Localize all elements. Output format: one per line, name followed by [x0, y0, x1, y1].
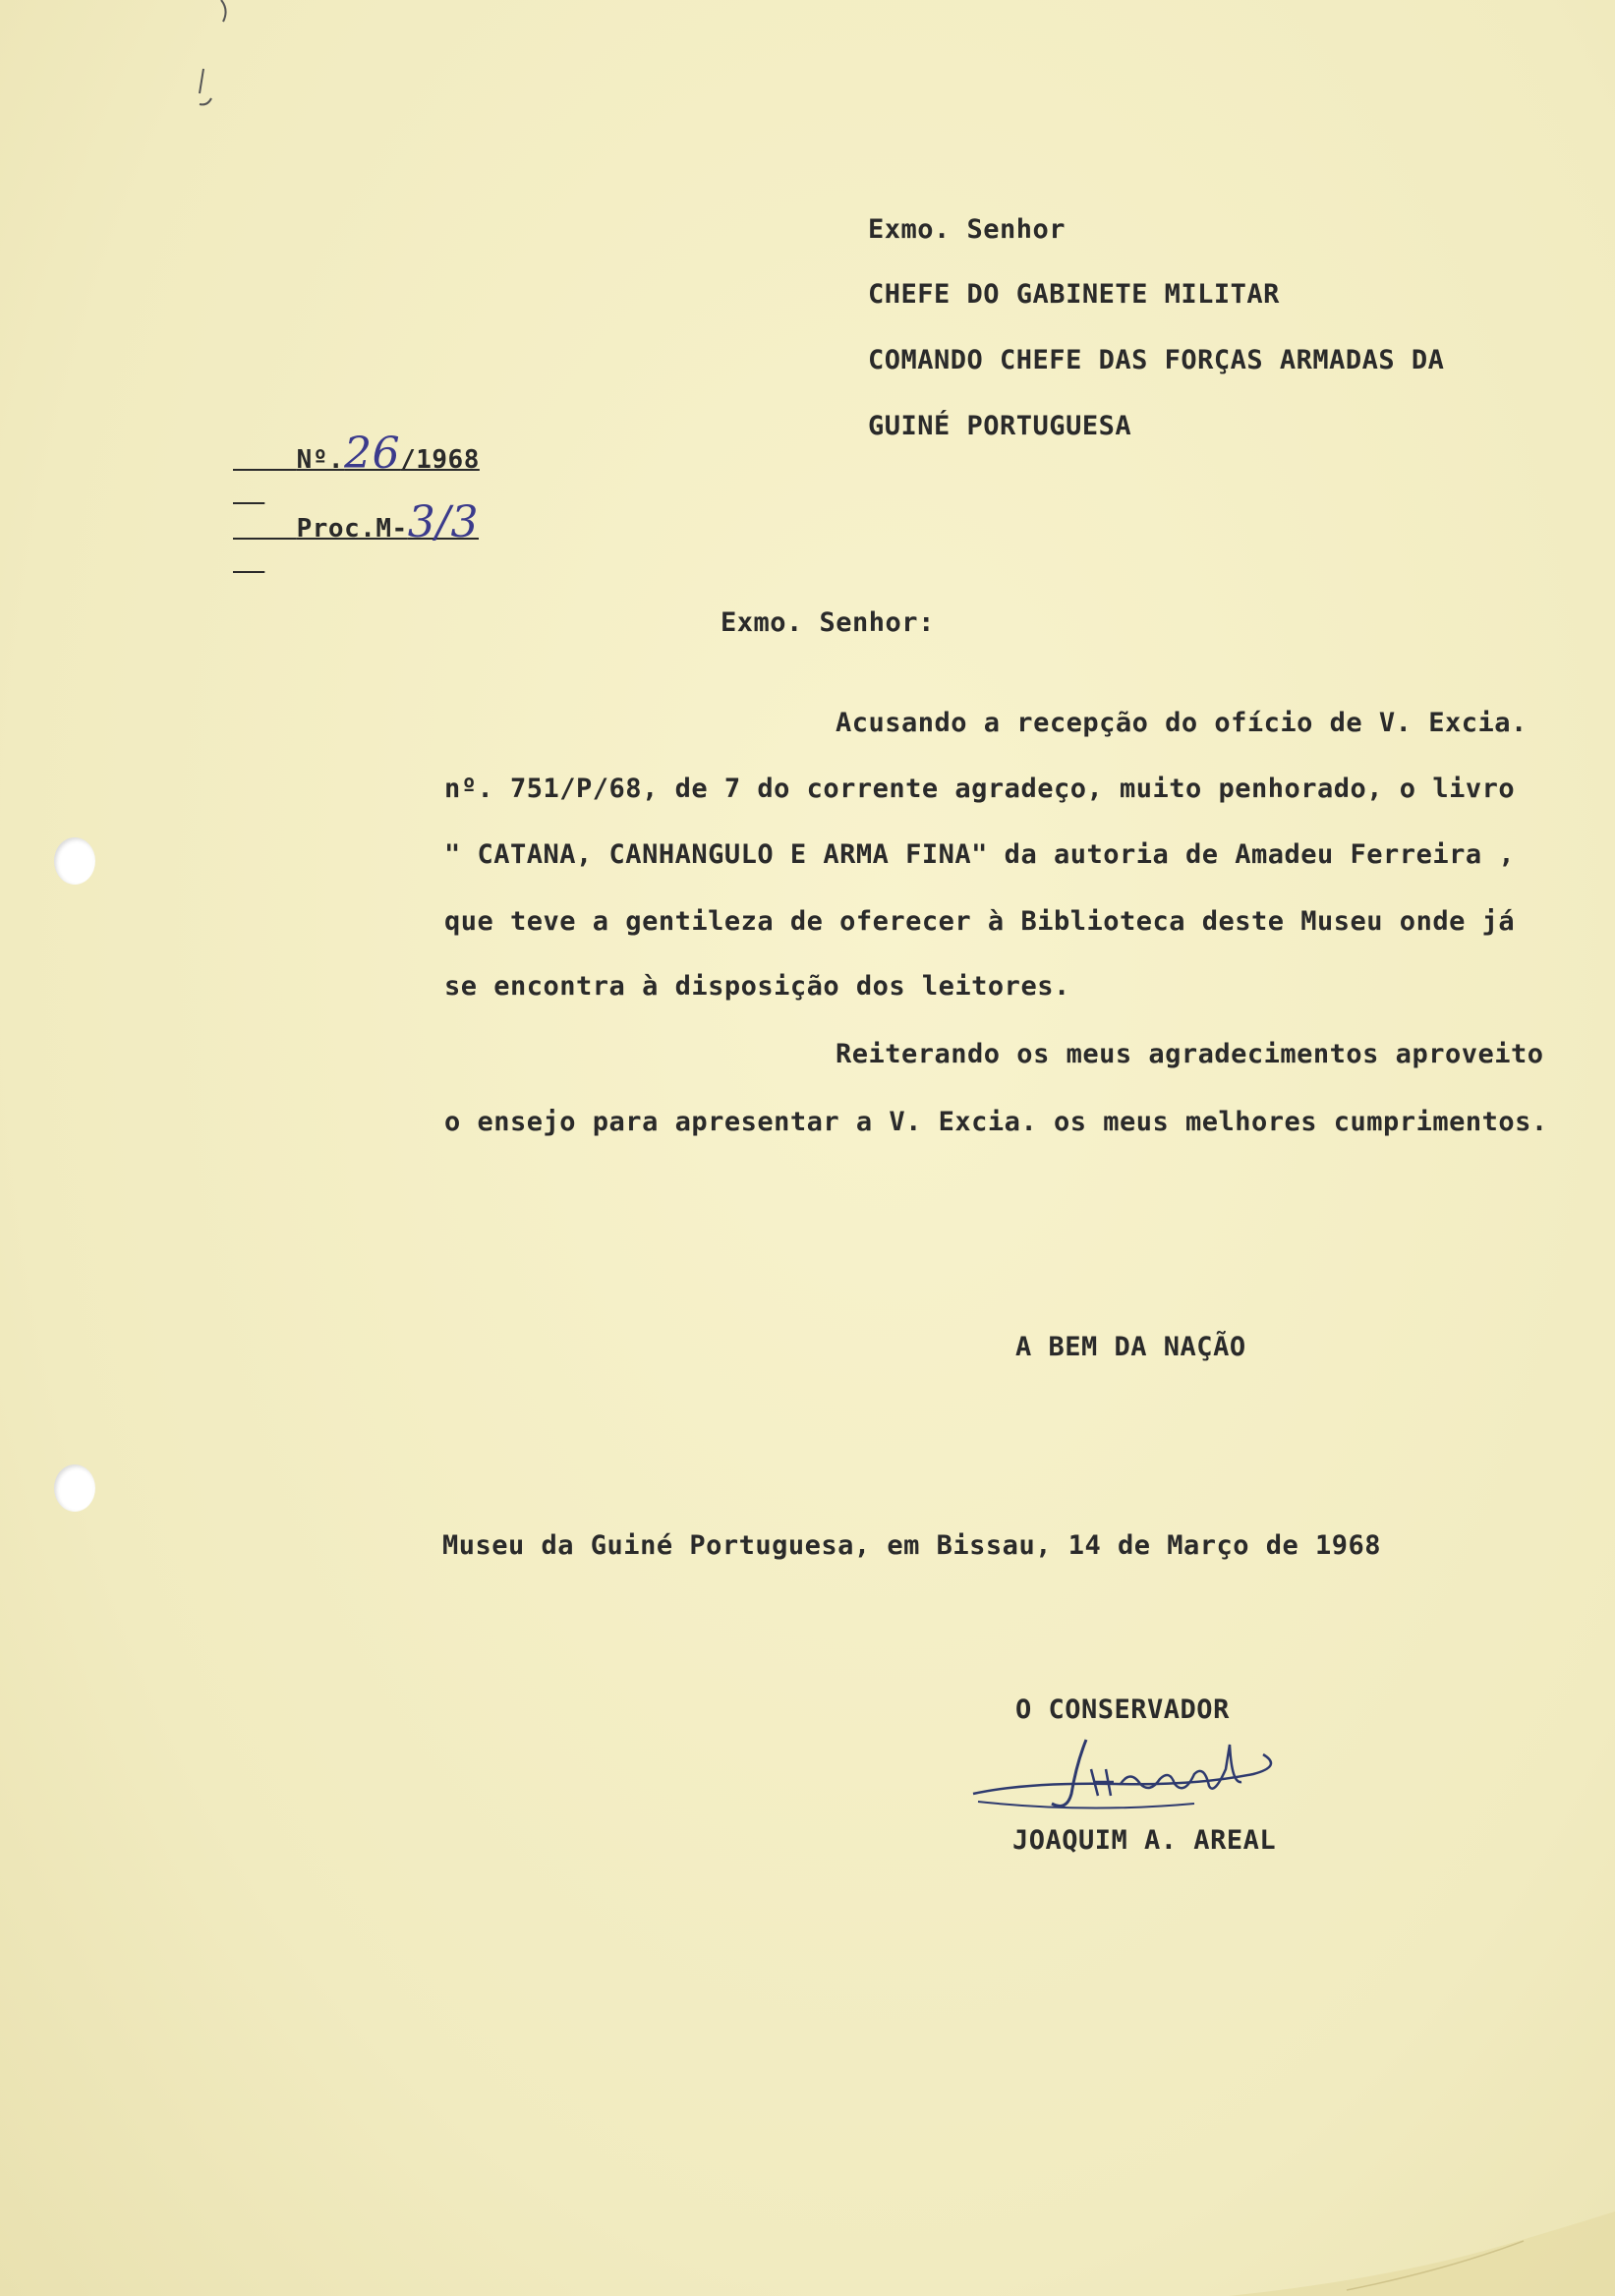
reference-number-handwritten: 26 [344, 429, 401, 479]
reference-number-prefix: Nº. [296, 445, 345, 475]
place-date: Museu da Guiné Portuguesa, em Bissau, 14 de Março de 1968 [442, 1530, 1382, 1561]
punch-hole-top [54, 837, 95, 885]
address-salutation: Exmo. Senhor [868, 214, 1067, 245]
body-p1-line-5: se encontra à disposição dos leitores. [444, 971, 1070, 1002]
body-p2-line-2: o ensejo para apresentar a V. Excia. os meus melhores cumprimentos. [444, 1107, 1548, 1137]
handwritten-signature [968, 1725, 1293, 1833]
address-line-3: GUINÉ PORTUGUESA [868, 411, 1132, 441]
body-p1-line-3: " CATANA, CANHANGULO E ARMA FINA" da autoria de Amadeu Ferreira , [444, 839, 1516, 870]
address-line-2: COMANDO CHEFE DAS FORÇAS ARMADAS DA [868, 345, 1445, 375]
signature-title: O CONSERVADOR [1015, 1694, 1230, 1725]
closing-motto: A BEM DA NAÇÃO [1015, 1332, 1246, 1362]
signature-name: JOAQUIM A. AREAL [1012, 1825, 1277, 1856]
address-line-1: CHEFE DO GABINETE MILITAR [868, 279, 1280, 310]
reference-proc-handwritten: 3/3 [407, 497, 480, 547]
punch-hole-bottom [54, 1464, 95, 1512]
pencil-mark [182, 0, 241, 118]
reference-proc [233, 468, 479, 577]
body-p2-line-1: Reiterando os meus agradecimentos aproveito [836, 1039, 1544, 1069]
reference-number-year: /1968 [400, 445, 480, 475]
greeting: Exmo. Senhor: [721, 607, 935, 638]
body-p1-line-2: nº. 751/P/68, de 7 do corrente agradeço, muito penhorado, o livro [444, 774, 1516, 804]
body-p1-line-1: Acusando a recepção do ofício de V. Excia. [836, 708, 1528, 738]
worn-corner [1229, 2192, 1615, 2296]
reference-proc-prefix: Proc.M- [296, 514, 408, 544]
body-p1-line-4: que teve a gentileza de oferecer à Biblioteca deste Museu onde já [444, 906, 1516, 937]
